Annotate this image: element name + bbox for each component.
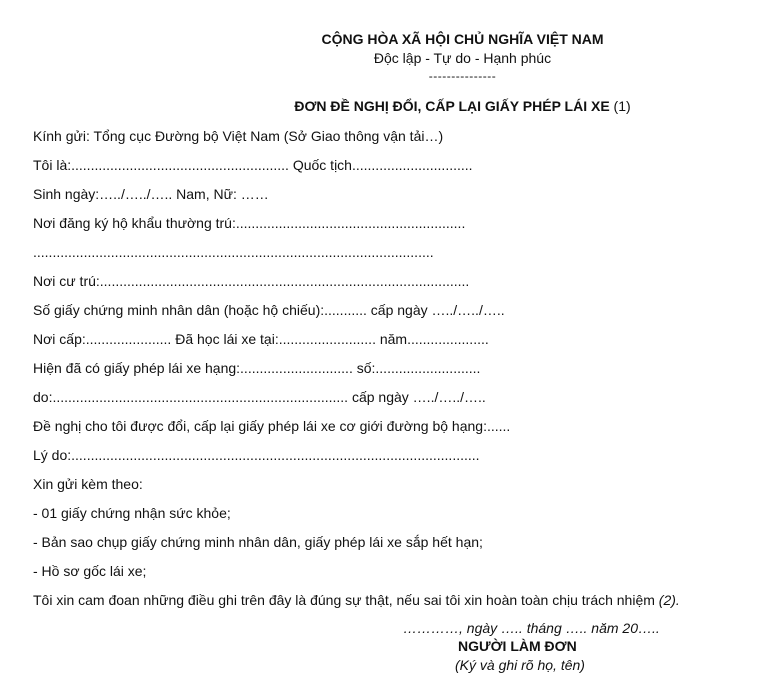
signature-date-line: …………, ngày ….. tháng ….. năm 20….. [403, 620, 660, 636]
signature-title: NGƯỜI LÀM ĐƠN [458, 638, 577, 654]
attachments-heading: Xin gửi kèm theo: [33, 476, 143, 492]
permanent-residence-line: Nơi đăng ký hộ khẩu thường trú:........................................................... [33, 215, 466, 231]
permanent-residence-continuation: ....................................................................................................... [33, 244, 434, 260]
attachment-item: - 01 giấy chứng nhận sức khỏe; [33, 505, 231, 521]
reason-line: Lý do:......................................................................................................... [33, 447, 480, 463]
heading-separator: --------------- [428, 69, 497, 83]
pledge-line [33, 592, 680, 608]
signature-note: (Ký và ghi rõ họ, tên) [455, 657, 585, 673]
pledge-text: Tôi xin cam đoan những điều ghi trên đây là đúng sự thật, nếu sai tôi xin hoàn toàn chịu trách nhiệm [33, 592, 659, 608]
birth-gender-line: Sinh ngày:…../…../….. Nam, Nữ: …… [33, 186, 269, 202]
recipient-line: Kính gửi: Tổng cục Đường bộ Việt Nam (Sở Giao thông vận tải…) [33, 128, 444, 144]
issue-place-training-line: Nơi cấp:...................... Đã học lái xe tại:......................... năm..................... [33, 331, 489, 347]
motto: Độc lập - Tự do - Hạnh phúc [373, 50, 552, 66]
license-issuer-line: do:............................................................................ cấp ngày …../…../….. [33, 389, 486, 405]
id-card-line: Số giấy chứng minh nhân dân (hoặc hộ chiếu):........... cấp ngày …../…../….. [33, 302, 505, 318]
form-title-note: (1) [609, 98, 631, 114]
pledge-note: (2). [658, 592, 680, 608]
nation-heading: CỘNG HÒA XÃ HỘI CHỦ NGHĨA VIỆT NAM [321, 31, 604, 47]
request-line: Đề nghị cho tôi được đổi, cấp lại giấy phép lái xe cơ giới đường bộ hạng:...... [33, 418, 511, 434]
attachment-item: - Bản sao chụp giấy chứng minh nhân dân, giấy phép lái xe sắp hết hạn; [33, 534, 483, 550]
form-title [82, 98, 761, 114]
attachment-item: - Hồ sơ gốc lái xe; [33, 563, 147, 579]
form-title-main: ĐƠN ĐỀ NGHỊ ĐỔI, CẤP LẠI GIẤY PHÉP LÁI XE [294, 98, 610, 114]
name-nationality-line: Tôi là:........................................................ Quốc tịch............................... [33, 157, 473, 173]
current-license-line: Hiện đã có giấy phép lái xe hạng:............................. số:........................... [33, 360, 481, 376]
current-residence-line: Nơi cư trú:............................................................................................... [33, 273, 470, 289]
